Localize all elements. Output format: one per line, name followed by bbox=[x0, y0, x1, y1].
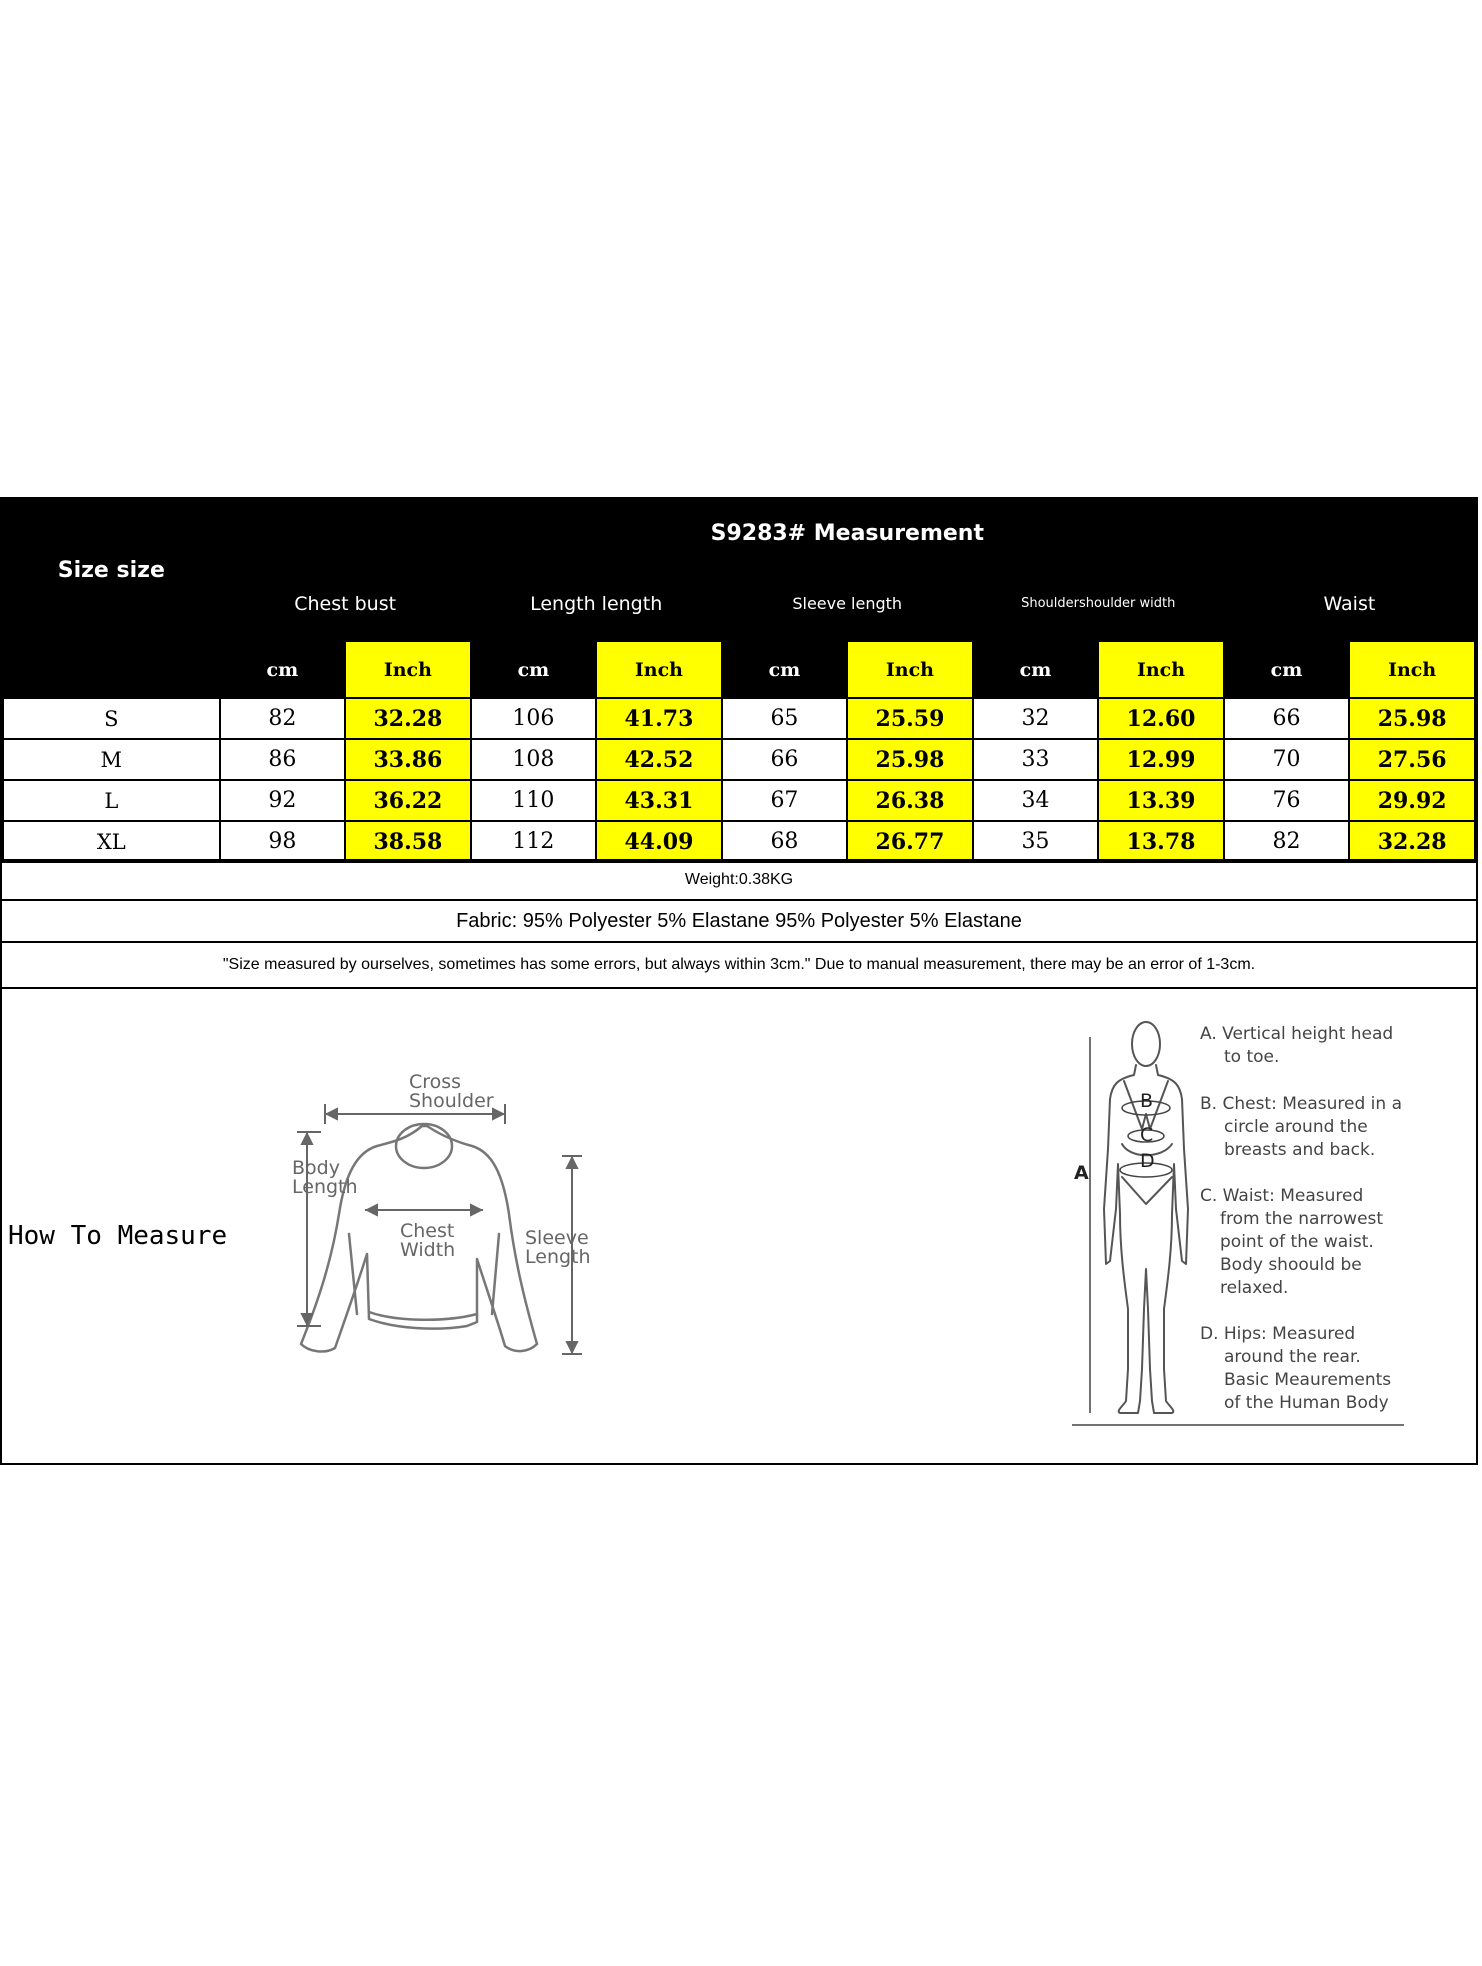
unit-spacer bbox=[3, 641, 220, 698]
value-cell: 27.56 bbox=[1349, 739, 1475, 780]
value-cell: 67 bbox=[722, 780, 848, 821]
letter-b: B bbox=[1140, 1090, 1154, 1112]
value-cell: 13.78 bbox=[1098, 821, 1224, 862]
note-d-3: Basic Meaurements bbox=[1224, 1370, 1392, 1390]
value-cell: 68 bbox=[722, 821, 848, 862]
note-d-2: around the rear. bbox=[1224, 1347, 1361, 1367]
value-cell: 36.22 bbox=[345, 780, 471, 821]
swimsuit-bottom bbox=[1122, 1177, 1172, 1204]
value-cell: 43.31 bbox=[596, 780, 722, 821]
value-cell: 41.73 bbox=[596, 698, 722, 739]
header-sleeve-length: Sleeve length bbox=[722, 566, 973, 641]
value-cell: 13.39 bbox=[1098, 780, 1224, 821]
weight-info: Weight:0.38KG bbox=[2, 859, 1476, 899]
note-d-1: D. Hips: Measured bbox=[1200, 1324, 1356, 1344]
value-cell: 82 bbox=[1224, 821, 1350, 862]
size-label: S bbox=[3, 698, 220, 739]
value-cell: 42.52 bbox=[596, 739, 722, 780]
value-cell: 106 bbox=[471, 698, 597, 739]
value-cell: 98 bbox=[220, 821, 346, 862]
unit-cm: cm bbox=[220, 641, 346, 698]
letter-d: D bbox=[1140, 1150, 1155, 1172]
value-cell: 26.38 bbox=[847, 780, 973, 821]
size-chart bbox=[0, 497, 1478, 1465]
value-cell: 35 bbox=[973, 821, 1099, 862]
label-body-length-2: Length bbox=[292, 1176, 358, 1198]
value-cell: 76 bbox=[1224, 780, 1350, 821]
unit-cm: cm bbox=[722, 641, 848, 698]
note-a-1: A. Vertical height head bbox=[1200, 1024, 1394, 1044]
value-cell: 70 bbox=[1224, 739, 1350, 780]
label-body-length-1: Body bbox=[292, 1157, 340, 1179]
value-cell: 33 bbox=[973, 739, 1099, 780]
header-waist: Waist bbox=[1224, 566, 1475, 641]
head-icon bbox=[1132, 1022, 1160, 1066]
value-cell: 25.98 bbox=[1349, 698, 1475, 739]
value-cell: 32.28 bbox=[1349, 821, 1475, 862]
unit-inch: Inch bbox=[596, 641, 722, 698]
note-c-2: from the narrowest bbox=[1220, 1209, 1384, 1229]
note-c-4: Body shoould be bbox=[1220, 1255, 1362, 1275]
letter-a: A bbox=[1074, 1162, 1089, 1184]
size-table bbox=[2, 499, 1476, 863]
label-sleeve-length-2: Length bbox=[525, 1246, 591, 1268]
value-cell: 82 bbox=[220, 698, 346, 739]
note-b-2: circle around the bbox=[1224, 1117, 1368, 1137]
size-label: M bbox=[3, 739, 220, 780]
unit-inch: Inch bbox=[847, 641, 973, 698]
note-d-4: of the Human Body bbox=[1224, 1393, 1389, 1413]
value-cell: 110 bbox=[471, 780, 597, 821]
body-notes bbox=[1192, 1019, 1442, 1439]
value-cell: 25.59 bbox=[847, 698, 973, 739]
value-cell: 29.92 bbox=[1349, 780, 1475, 821]
label-cross-shoulder-1: Cross bbox=[409, 1071, 462, 1093]
value-cell: 32.28 bbox=[345, 698, 471, 739]
value-cell: 44.09 bbox=[596, 821, 722, 862]
value-cell: 92 bbox=[220, 780, 346, 821]
chart-title: S9283# Measurement bbox=[220, 500, 1475, 566]
value-cell: 112 bbox=[471, 821, 597, 862]
value-cell: 26.77 bbox=[847, 821, 973, 862]
value-cell: 86 bbox=[220, 739, 346, 780]
letter-c: C bbox=[1140, 1124, 1154, 1146]
label-chest-width-1: Chest bbox=[400, 1220, 455, 1242]
unit-cm: cm bbox=[1224, 641, 1350, 698]
measurement-note: "Size measured by ourselves, sometimes has some errors, but always within 3cm." Due to manual measurement, there may be an error of 1-3cm. bbox=[2, 941, 1476, 987]
fabric-info: Fabric: 95% Polyester 5% Elastane 95% Polyester 5% Elastane bbox=[2, 899, 1476, 941]
note-b-3: breasts and back. bbox=[1224, 1140, 1376, 1160]
note-c-1: C. Waist: Measured bbox=[1200, 1186, 1364, 1206]
value-cell: 32 bbox=[973, 698, 1099, 739]
unit-cm: cm bbox=[471, 641, 597, 698]
value-cell: 108 bbox=[471, 739, 597, 780]
value-cell: 38.58 bbox=[345, 821, 471, 862]
value-cell: 34 bbox=[973, 780, 1099, 821]
value-cell: 12.99 bbox=[1098, 739, 1224, 780]
unit-inch: Inch bbox=[345, 641, 471, 698]
note-c-5: relaxed. bbox=[1220, 1278, 1289, 1298]
how-to-measure-section bbox=[2, 987, 1476, 1463]
table-row bbox=[3, 780, 1475, 821]
unit-inch: Inch bbox=[1349, 641, 1475, 698]
note-c-3: point of the waist. bbox=[1220, 1232, 1374, 1252]
value-cell: 12.60 bbox=[1098, 698, 1224, 739]
note-a-2: to toe. bbox=[1224, 1047, 1280, 1067]
value-cell: 65 bbox=[722, 698, 848, 739]
garment-labels bbox=[287, 1064, 617, 1364]
size-label: L bbox=[3, 780, 220, 821]
unit-inch: Inch bbox=[1098, 641, 1224, 698]
header-shoulder-width: Shouldershoulder width bbox=[973, 566, 1224, 641]
header-chest-bust: Chest bust bbox=[220, 566, 471, 641]
how-to-measure-label: How To Measure bbox=[8, 1221, 228, 1251]
note-b-1: B. Chest: Measured in a bbox=[1200, 1094, 1402, 1114]
header-length: Length length bbox=[471, 566, 722, 641]
size-label: XL bbox=[3, 821, 220, 862]
size-header: Size size bbox=[3, 500, 220, 641]
label-chest-width-2: Width bbox=[400, 1239, 456, 1261]
value-cell: 25.98 bbox=[847, 739, 973, 780]
table-row bbox=[3, 698, 1475, 739]
label-cross-shoulder-2: Shoulder bbox=[409, 1090, 494, 1112]
unit-cm: cm bbox=[973, 641, 1099, 698]
table-row bbox=[3, 739, 1475, 780]
value-cell: 66 bbox=[1224, 698, 1350, 739]
value-cell: 33.86 bbox=[345, 739, 471, 780]
value-cell: 66 bbox=[722, 739, 848, 780]
table-row bbox=[3, 821, 1475, 862]
label-sleeve-length-1: Sleeve bbox=[525, 1227, 589, 1249]
